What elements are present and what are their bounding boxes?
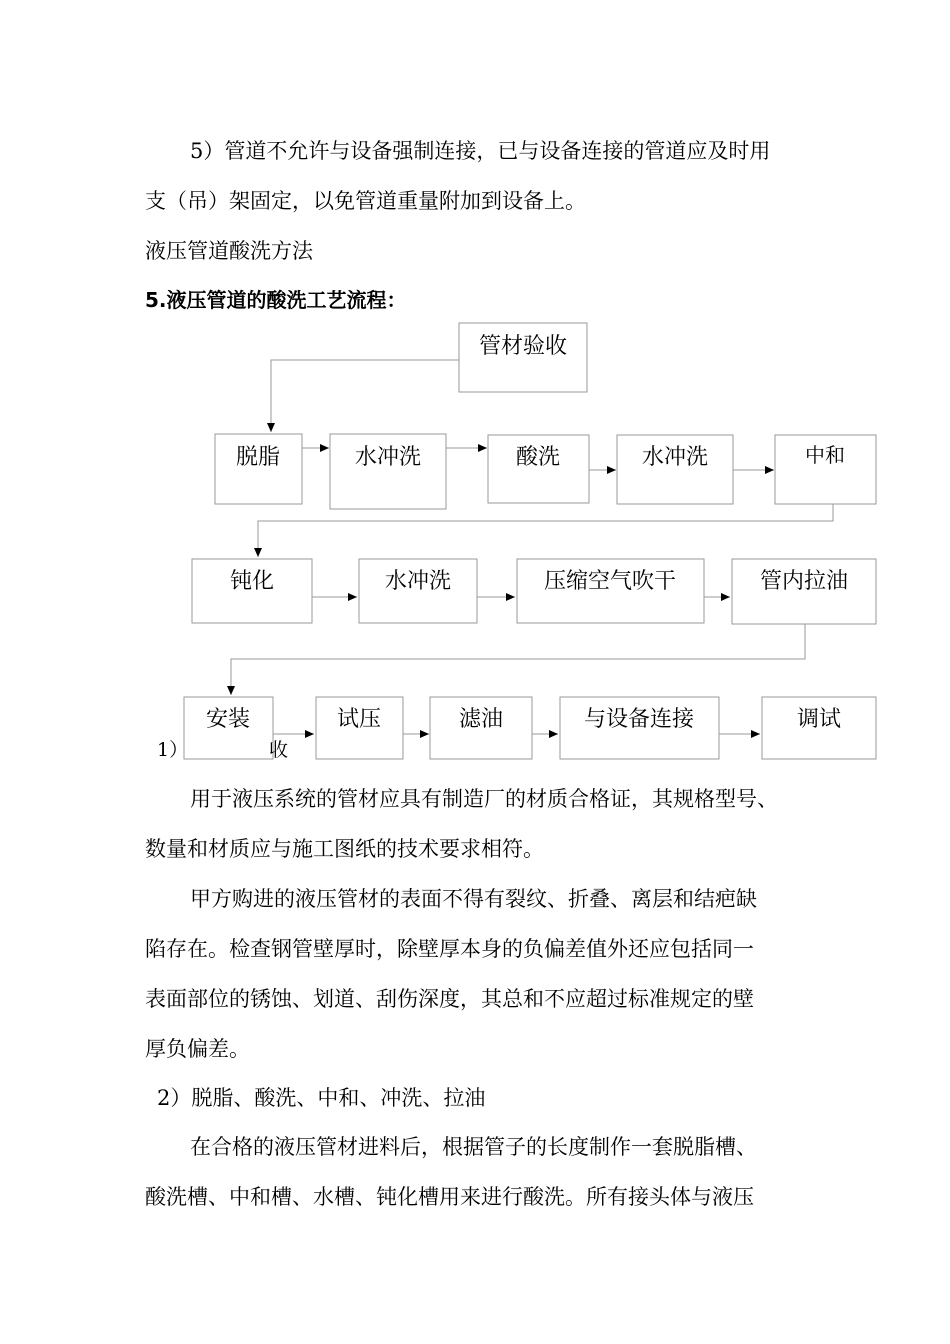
paragraph-2-line-2: 数量和材质应与施工图纸的技术要求相符。 [145, 837, 544, 861]
step-label: 水冲洗 [384, 569, 452, 594]
section-heading-plain: 液压管道酸洗方法 [145, 239, 313, 263]
step-label: 水冲洗 [354, 445, 422, 470]
section-1-label-tail: 收 [269, 739, 289, 761]
step-label: 脱脂 [235, 445, 281, 470]
step-box-commissioning [762, 697, 876, 759]
step-box-degrease [215, 434, 302, 504]
step-box-pressure-test [316, 697, 403, 759]
step-box-pickling [488, 435, 589, 503]
step-box-oil-filter [430, 697, 532, 759]
step-box-water-rinse-1 [330, 434, 446, 509]
step-box-tube-acceptance [459, 323, 587, 392]
paragraph-1-line-1: 5）管道不允许与设备强制连接，已与设备连接的管道应及时用 [190, 139, 771, 163]
step-box-oil-pull [732, 559, 876, 624]
step-label: 钝化 [229, 569, 275, 594]
step-label: 与设备连接 [583, 707, 695, 732]
step-box-water-rinse-3 [359, 559, 477, 623]
step-label: 酸洗 [515, 445, 561, 470]
step-label: 中和 [805, 443, 845, 467]
step-label: 调试 [796, 707, 842, 732]
step-label: 管内拉油 [759, 569, 849, 594]
paragraph-3-line-2: 陷存在。检查钢管壁厚时，除壁厚本身的负偏差值外还应包括同一 [145, 937, 754, 961]
step-label: 水冲洗 [641, 445, 709, 470]
connector-5-6 [258, 504, 833, 557]
step-label: 安装 [205, 707, 251, 732]
step-box-water-rinse-2 [617, 435, 733, 504]
flow-connectors [231, 360, 833, 734]
section-heading-bold: 5.液压管道的酸洗工艺流程： [145, 288, 407, 312]
paragraph-3-line-3: 表面部位的锈蚀、划道、刮伤深度，其总和不应超过标准规定的壁 [145, 987, 754, 1011]
step-label: 试压 [336, 707, 382, 732]
paragraph-3-line-1: 甲方购进的液压管材的表面不得有裂纹、折叠、离层和结疤缺 [190, 887, 757, 911]
step-box-neutralize [775, 435, 876, 504]
step-label: 滤油 [458, 707, 504, 732]
paragraph-2-line-1: 用于液压系统的管材应具有制造厂的材质合格证，其规格型号、 [190, 787, 778, 811]
paragraph-1-line-2: 支（吊）架固定，以免管道重量附加到设备上。 [145, 189, 586, 213]
step-label: 压缩空气吹干 [543, 569, 677, 594]
paragraph-4-line-1: 在合格的液压管材进料后，根据管子的长度制作一套脱脂槽、 [190, 1135, 757, 1159]
connector-0-1 [271, 360, 459, 432]
section-2-title: 2）脱脂、酸洗、中和、冲洗、拉油 [157, 1086, 486, 1110]
connector-9-10 [231, 624, 805, 695]
step-box-air-dry [517, 559, 704, 623]
step-box-install [184, 697, 273, 759]
paragraph-3-line-4: 厚负偏差。 [145, 1037, 250, 1061]
step-label: 管材验收 [478, 334, 568, 359]
section-1-label: 1） [157, 739, 189, 761]
paragraph-4-line-2: 酸洗槽、中和槽、水槽、钝化槽用来进行酸洗。所有接头体与液压 [145, 1185, 754, 1209]
step-box-connect-equipment [560, 697, 719, 759]
step-box-passivation [192, 559, 312, 623]
